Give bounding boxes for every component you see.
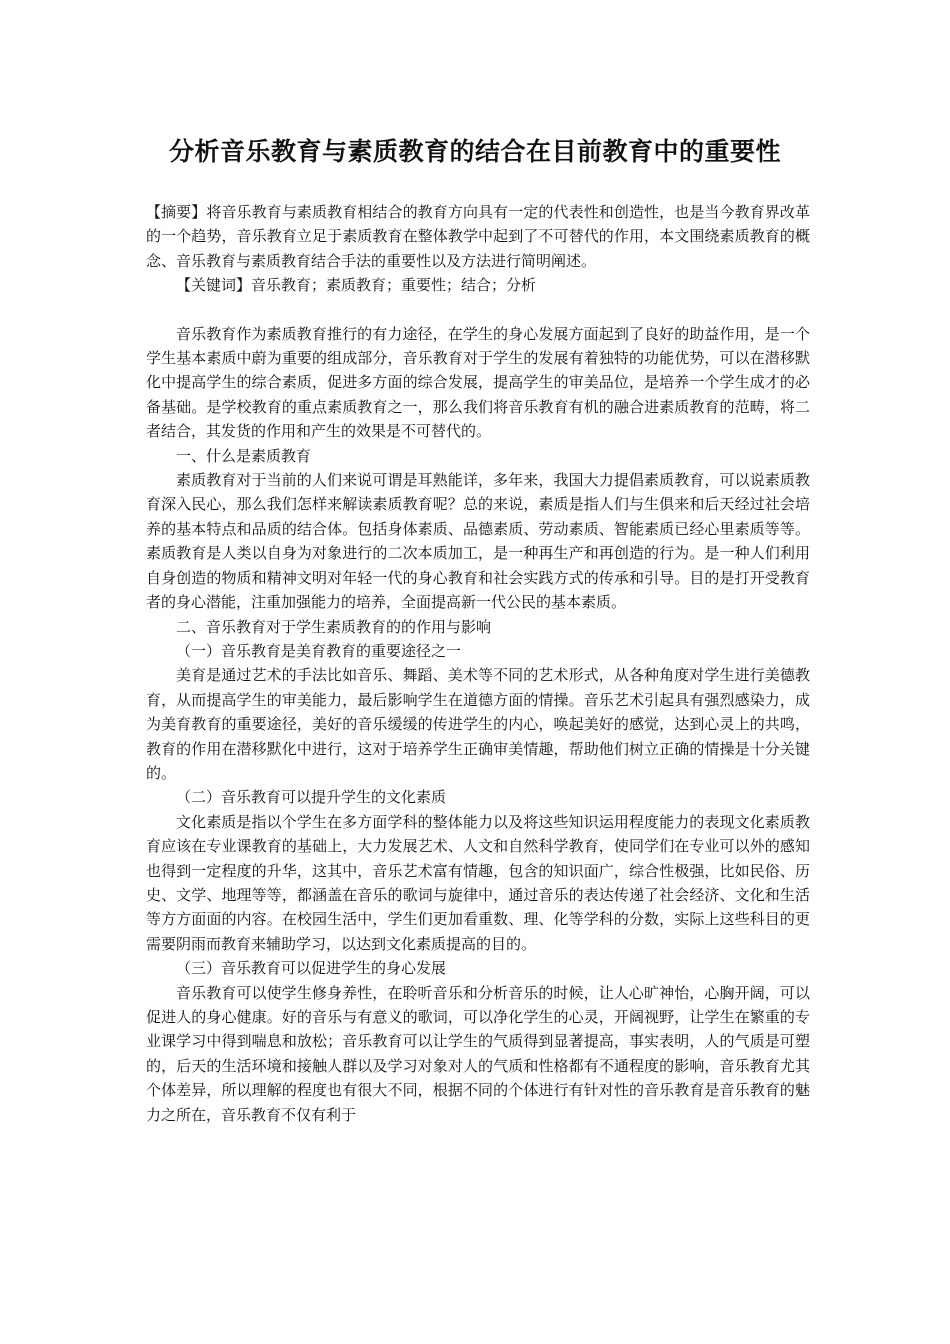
page-title: 分析音乐教育与素质教育的结合在目前教育中的重要性 <box>168 137 781 166</box>
section-2-heading: 二、音乐教育对于学生素质教育的的作用与影响 <box>176 617 492 636</box>
paragraph-gap <box>146 298 810 322</box>
subsection-2-paragraph: 文化素质是指以个学生在多方面学科的整体能力以及将这些知识运用程度能力的表现文化素质教育应该在专业课教育的基础上，大力发展艺术、人文和自然科学教育，使同学们在专业可以外的感知也得到一定程度的升华，这其中，音乐艺术富有情趣，包含的知识面广，综合性极强，比如民俗、历史、文学、地理等等，都涵盖在音乐的歌词与旋律中，通过音乐的表达传递了社会经济、文化和生活等方方面面的内容。在校园生活中，学生们更加看重数、理、化等学科的分数，实际上这些科目的更需要阴雨而教育来辅助学习，以达到文化素质提高的目的。 <box>146 812 810 953</box>
section-1-paragraph: 素质教育对于当前的人们来说可谓是耳熟能详，多年来，我国大力提倡素质教育，可以说素质教育深入民心，那么我们怎样来解读素质教育呢？总的来说，素质是指人们与生俱来和后天经过社会培养的基本特点和品质的结合体。包括身体素质、品德素质、劳动素质、智能素质已经心里素质等等。素质教育是人类以自身为对象进行的二次本质加工，是一种再生产和再创造的行为。是一种人们利用自身创造的物质和精神文明对年轻一代的身心教育和社会实践方式的传承和引导。目的是打开受教育者的身心潜能，注重加强能力的培养，全面提高新一代公民的基本素质。 <box>146 471 810 612</box>
section-1-heading: 一、什么是素质教育 <box>176 446 312 465</box>
subsection-1-paragraph: 美育是通过艺术的手法比如音乐、舞蹈、美术等不同的艺术形式，从各种角度对学生进行美德教育，从而提高学生的审美能力，最后影响学生在道德方面的情操。音乐艺术引起具有强烈感染力，成为美育教育的重要途径，美好的音乐缓缓的传进学生的内心，唤起美好的感觉，达到心灵上的共鸣，教育的作用在潜移默化中进行，这对于培养学生正确审美情趣，帮助他们树立正确的情操是十分关键的。 <box>146 666 810 782</box>
intro-paragraph: 音乐教育作为素质教育推行的有力途径，在学生的身心发展方面起到了良好的助益作用，是一个学生基本素质中蔚为重要的组成部分，音乐教育对于学生的发展有着独特的功能优势，可以在潜移默化中提高学生的综合素质，促进多方面的综合发展，提高学生的审美品位，是培养一个学生成才的必备基础。是学校教育的重点素质教育之一，那么我们将音乐教育有机的融合进素质教育的范畴，将二者结合，其发货的作用和产生的效果是不可替代的。 <box>146 324 810 441</box>
keywords-line: 【关键词】音乐教育；素质教育；重要性；结合；分析 <box>176 276 537 295</box>
subsection-2-heading: （二）音乐教育可以提升学生的文化素质 <box>176 788 447 807</box>
subsection-1-heading: （一）音乐教育是美育教育的重要途径之一 <box>176 641 462 660</box>
subsection-3-paragraph: 音乐教育可以使学生修身养性，在聆听音乐和分析音乐的时候，让人心旷神怡，心胸开阔，可以促进人的身心健康。好的音乐与有意义的歌词，可以净化学生的心灵，开阔视野，让学生在繁重的专业课学习中得到喘息和放松；音乐教育可以让学生的气质得到显著提高，事实表明，人的气质是可塑的，后天的生活环境和接触人群以及学习对象对人的气质和性格都有不通程度的影响，音乐教育尤其个体差异，所以理解的程度也有很大不同，根据不同的个体进行有针对性的音乐教育是音乐教育的魅力之所在，音乐教育不仅有利于 <box>146 983 810 1124</box>
abstract-paragraph: 【摘要】将音乐教育与素质教育相结合的教育方向具有一定的代表性和创造性，也是当今教育界改革的一个趋势，音乐教育立足于素质教育在整体教学中起到了不可替代的作用，本文围绕素质教育的概念、音乐教育与素质教育结合手法的重要性以及方法进行简明阐述。 <box>146 203 810 270</box>
document-body <box>146 200 810 1127</box>
subsection-3-heading: （三）音乐教育可以促进学生的身心发展 <box>176 959 447 978</box>
